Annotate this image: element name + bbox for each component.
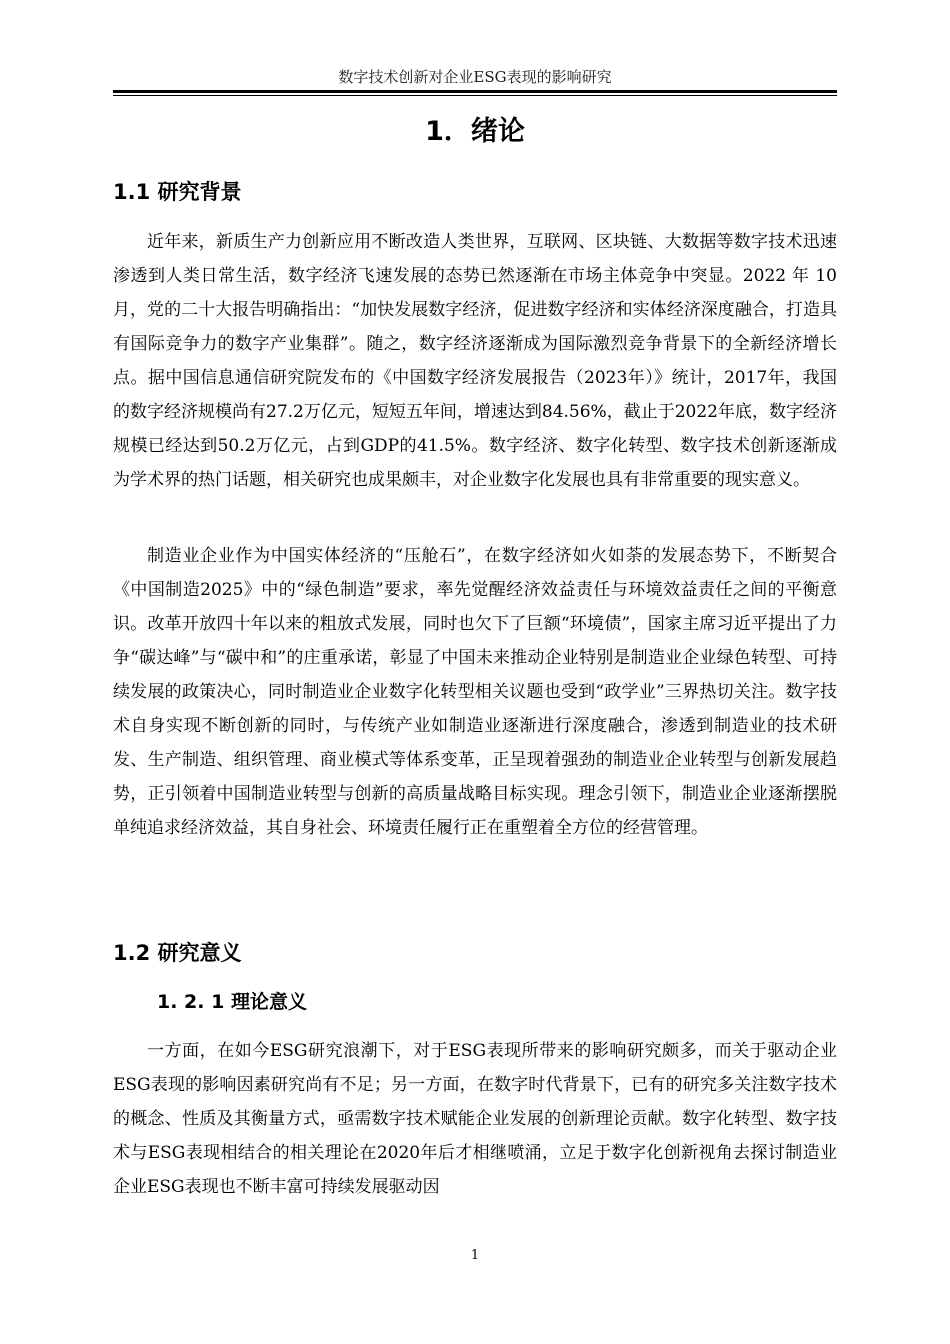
header-rule-thick xyxy=(113,90,837,93)
section-heading-significance: 1.2 研究意义 xyxy=(113,941,242,965)
running-header: 数字技术创新对企业ESG表现的影响研究 xyxy=(338,68,612,86)
section-heading-background: 1.1 研究背景 xyxy=(113,180,242,204)
subsection-heading-theoretical: 1. 2. 1 理论意义 xyxy=(157,991,307,1013)
paragraph-theoretical-1: 一方面，在如今ESG研究浪潮下，对于ESG表现所带来的影响研究颇多，而关于驱动企业ESG表现的影响因素研究尚有不足；另一方面，在数字时代背景下，已有的研究多关注数字技术的概念、性质及其衡量方式，亟需数字技术赋能企业发展的创新理论贡献。数字化转型、数字技术与ESG表现相结合的相关理论在2020年后才相继喷涌，立足于数字化创新视角去探讨制造业企业ESG表现也不断丰富可持续发展驱动因 xyxy=(113,1041,837,1197)
paragraph-background-2: 制造业企业作为中国实体经济的“压舱石”，在数字经济如火如荼的发展态势下，不断契合《中国制造2025》中的“绿色制造”要求，率先觉醒经济效益责任与环境效益责任之间的平衡意识。改革开放四十年以来的粗放式发展，同时也欠下了巨额“环境债”，国家主席习近平提出了力争“碳达峰”与“碳中和”的庄重承诺，彰显了中国未来推动企业特别是制造业企业绿色转型、可持续发展的政策决心，同时制造业企业数字化转型相关议题也受到“政学业”三界热切关注。数字技术自身实现不断创新的同时，与传统产业如制造业逐渐进行深度融合，渗透到制造业的技术研发、生产制造、组织管理、商业模式等体系变革，正呈现着强劲的制造业企业转型与创新发展趋势，正引领着中国制造业转型与创新的高质量战略目标实现。理念引领下，制造业企业逐渐摆脱单纯追求经济效益，其自身社会、环境责任履行正在重塑着全方位的经营管理。 xyxy=(113,546,837,838)
header-rule-thin xyxy=(113,95,837,96)
page-number: 1 xyxy=(470,1248,480,1263)
chapter-title: 1．绪论 xyxy=(425,116,525,147)
paragraph-background-1: 近年来，新质生产力创新应用不断改造人类世界，互联网、区块链、大数据等数字技术迅速渗透到人类日常生活，数字经济飞速发展的态势已然逐渐在市场主体竞争中突显。2022 年 10 月，党的二十大报告明确指出：“加快发展数字经济，促进数字经济和实体经济深度融合，打造具有国际竞争力的数字产业集群”。随之，数字经济逐渐成为国际激烈竞争背景下的全新经济增长点。据中国信息通信研究院发布的《中国数字经济发展报告（2023年）》统计，2017年，我国的数字经济规模尚有27.2万亿元，短短五年间，增速达到84.56%，截止于2022年底，数字经济规模已经达到50.2万亿元，占到GDP的41.5%。数字经济、数字化转型、数字技术创新逐渐成为学术界的热门话题，相关研究也成果颇丰，对企业数字化发展也具有非常重要的现实意义。 xyxy=(113,232,837,490)
